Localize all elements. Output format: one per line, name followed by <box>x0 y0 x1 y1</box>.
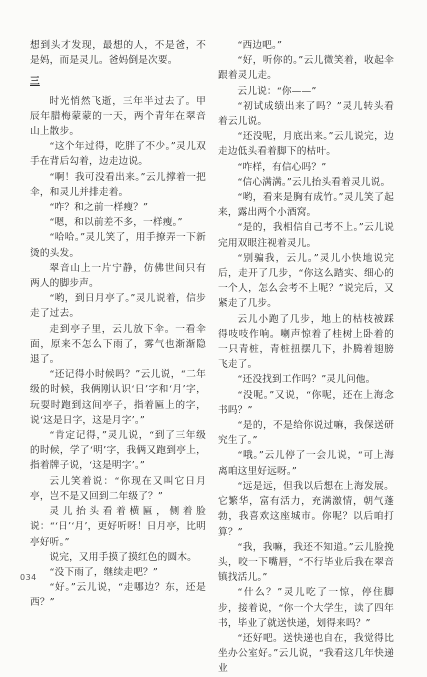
right-column <box>218 38 394 677</box>
paragraph: “我，我嘛，我还不知道。”云儿脸挽头，咬一下嘴唇，“不行毕业后我在翠音镇找活儿。” <box>218 541 394 584</box>
paragraph: 翠音山上一片宁静，仿佛世间只有两人的脚步声。 <box>30 262 206 290</box>
paragraph: “这个年过得，吃胖了不少。”灵儿双手在背后勾着，边走边说。 <box>30 141 206 168</box>
section-heading: 三 <box>30 76 40 88</box>
paragraph: 云儿说：“你——” <box>237 85 317 97</box>
paragraph: “还记得小时候吗？”云儿说，“二年级的时候，我俩刚认识‘日’字和‘月’字，玩耍时跑到这间亭子，指着匾上的字，说‘这是日字，这是月字’。” <box>30 369 206 426</box>
paragraph: 时光悄然飞逝，三年半过去了。甲辰年腊梅蒙蒙的一天，两个青年在翠音山上散步。 <box>30 95 206 138</box>
paragraph: “还好吧。送快递也自在，我觉得比坐办公室好。”云儿说，“我看这几年快递业 <box>218 632 394 675</box>
paragraph: “肯定记得，”灵儿说，“到了三年级的时候，学了‘明’字，我俩又跑到亭上，指着牌子说，‘这是明字’。” <box>30 430 206 472</box>
paragraph: “啊！我可没看出来。”云儿撑着一把伞，和灵儿并排走着。 <box>30 171 206 198</box>
paragraph: “还没找到工作吗？”灵儿问他。 <box>237 374 376 386</box>
paragraph: 想到头才发现，最想的人，不是爸，不是妈，而是灵儿。爸妈倒是次要。 <box>30 40 206 67</box>
paragraph: “还没呢，月底出来。”云儿说完，边走边低头看着脚下的枯叶。 <box>218 131 394 158</box>
paragraph: “远是远，但我以后想在上海发展。它繁华，富有活力，充满激情，朝气蓬勃，我喜欢这座城市。你呢？以后咱打算？” <box>218 480 394 538</box>
paragraph: “好。”云儿说，“走哪边？东，还是西？” <box>30 582 206 609</box>
paragraph: 说完，又用手摸了摸红色的圆木。 <box>49 551 197 563</box>
paragraph: “西边吧。” <box>237 40 283 51</box>
paragraph: 走到亭子里，云儿放下伞。一看伞面，原来不怎么下雨了，雾气也渐渐隐退了。 <box>30 323 206 366</box>
paragraph: “是的，不是给你说过嘛，我保送研究生了。” <box>218 420 394 447</box>
paragraph: “没下雨了，继续走吧？” <box>49 566 158 578</box>
paragraph: 云儿小跑了几步，地上的枯枝被踩得吱吱作响。喇声惊着了桂树上卧着的一只青桩，青桩扭摆几下，扑腾着翅膀飞走了。 <box>218 313 394 371</box>
left-column <box>30 38 206 611</box>
paragraph: “是的，我相信自己考不上。”云儿说完用双眼注视着灵儿。 <box>218 222 394 249</box>
paragraph: “哟，到日月亭了。”灵儿说着，信步走了过去。 <box>30 293 206 320</box>
paragraph: “嗯，和以前差不多，一样瘦。” <box>49 217 183 229</box>
paragraph: 云儿笑着说：“你现在又叫它日月亭，岂不是又回到二年级了？” <box>30 475 206 502</box>
paragraph: “好，听你的。”云儿微笑着，收起伞跟着灵儿走。 <box>218 55 394 82</box>
paragraph: “别骗我，云儿。”灵儿小快地说完后，走开了几步，“你这么踏实、细心的一个人，怎么会考不上呢？”说完后，又紧走了几步。 <box>218 252 394 310</box>
paragraph: “没呢。”又说，“你呢，还在上海念书吗？” <box>218 389 394 416</box>
paragraph: “信心满满。”云儿抬头看着灵儿说。 <box>237 176 391 188</box>
page-number: 034 <box>20 573 37 582</box>
paragraph: “咋样，有信心吗？” <box>237 161 327 173</box>
paragraph: “什么？”灵儿吃了一惊，停住脚步，接着说，“你一个大学生，读了四年书，毕业了就送快递，划得来吗？” <box>218 587 394 629</box>
paragraph: “咋？和之前一样瘦？” <box>49 202 149 214</box>
paragraph: “哦。”云儿停了一会儿说，“可上海离咱这里好远呀。” <box>218 450 394 477</box>
paragraph: “初试成绩出来了吗？”灵儿转头看着云儿说。 <box>218 100 394 128</box>
paragraph: 灵儿抬头看着横匾，侧着脸说：“‘日’‘月’，更好听呀！日月亭，比明亭好听。” <box>30 506 206 548</box>
paragraph: “哟，看来是胸有成竹。”灵儿笑了起来，露出两个小酒窝。 <box>218 192 394 219</box>
paragraph: “哈哈。”灵儿笑了，用手撩弄一下新烫的头发。 <box>30 232 206 259</box>
